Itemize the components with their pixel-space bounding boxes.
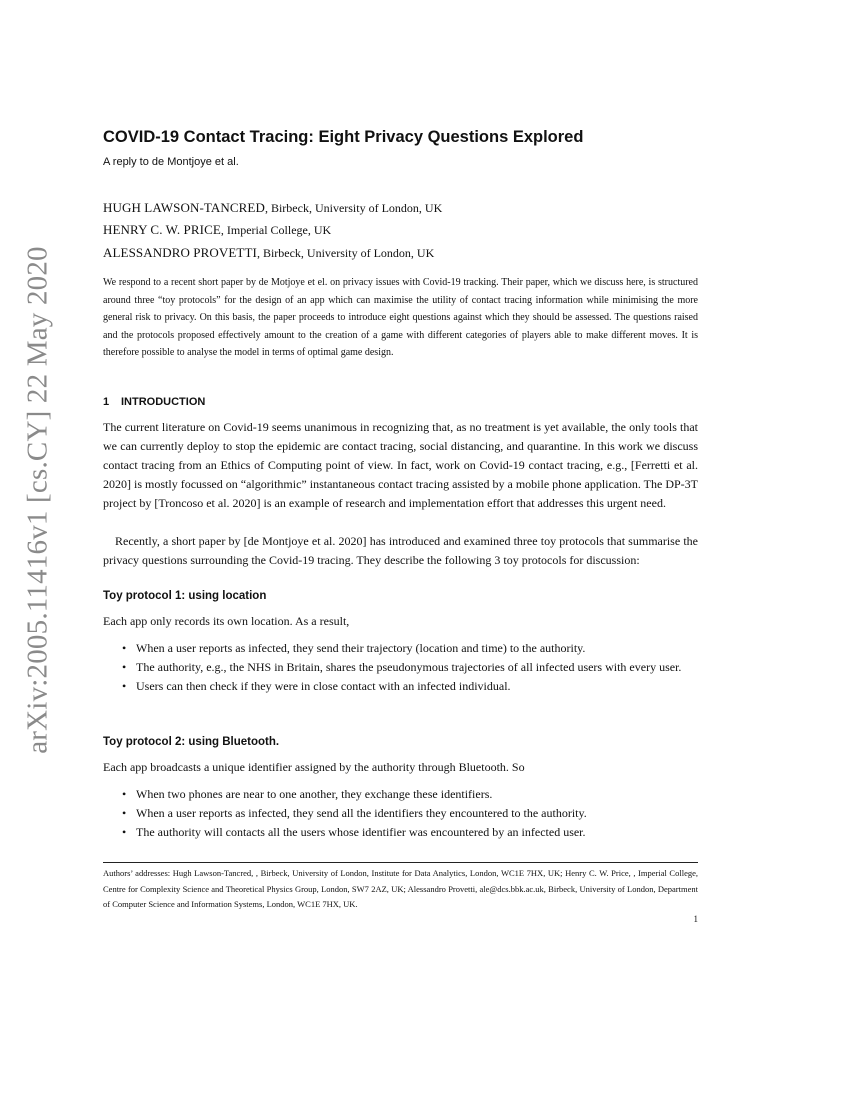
bullet-icon: • xyxy=(122,787,127,801)
paper-subtitle: A reply to de Montjoye et al. xyxy=(103,156,239,168)
list-item-text: The authority, e.g., the NHS in Britain, shares the pseudonymous trajectories of all infected users with every user. xyxy=(136,660,682,674)
list-item xyxy=(103,804,698,823)
author-affiliation: , Birbeck, University of London, UK xyxy=(264,201,443,215)
abstract: We respond to a recent short paper by de Motjoye et el. on privacy issues with Covid-19 tracking. Their paper, which we discuss here, is structured around three “toy protocols” for the design of an app which can maximise the utility of contact tracing information while minimising the more general risk to privacy. On this basis, the paper proceeds to introduce eight questions against which they should be assessed. The questions raised and the protocols proposed effectively amount to the creation of a game with different categories of players able to make different moves. It is therefore possible to analyse the model in terms of optimal game design. xyxy=(103,277,698,358)
bullet-icon: • xyxy=(122,660,127,674)
intro-paragraph: The current literature on Covid-19 seems unanimous in recognizing that, as no treatment is yet available, the only tools that we can currently deploy to stop the epidemic are contact tracing, social distancing, and quarantine. In this work we discuss contact tracing from an Ethics of Computing point of view. In fact, work on Covid-19 contact tracing, e.g., [Ferretti et al. 2020] is mostly focussed on “algorithmic” instantaneous contact tracing assisted by a mobile phone application. The DP-3T project by [Troncoso et al. 2020] is an example of research and implementation effort that addresses this urgent need. xyxy=(103,420,698,510)
section-title: INTRODUCTION xyxy=(121,396,206,408)
list-item-text: When two phones are near to one another, they exchange these identifiers. xyxy=(136,787,493,801)
list-item xyxy=(103,823,698,842)
list-item-text: Users can then check if they were in close contact with an infected individual. xyxy=(136,679,511,693)
bullet-icon: • xyxy=(122,641,127,655)
arxiv-identifier-stamp: arXiv:2005.11416v1 [cs.CY] 22 May 2020 xyxy=(21,246,54,754)
footnote-divider xyxy=(103,862,698,863)
list-item-text: When a user reports as infected, they send all the identifiers they encountered to the authority. xyxy=(136,806,587,820)
authors-addresses-footnote: Authors’ addresses: Hugh Lawson-Tancred, , Birbeck, University of London, Institute for Data Analytics, London, WC1E 7HX, UK; Henry C. W. Price, , Imperial College, Centre for Complexity Science and Theoretical Physics Group, London, SW7 2AZ, UK; Alessandro Provetti, ale@dcs.bbk.ac.uk, Birbeck, University of London, Department of Computer Science and Information Systems, London, WC1E 7HX, UK. xyxy=(103,868,698,909)
section-number: 1 xyxy=(103,396,110,408)
intro-paragraph: Recently, a short paper by [de Montjoye et al. 2020] has introduced and examined three toy protocols that summarise the privacy questions surrounding the Covid-19 tracing. They describe the following 3 toy protocols for discussion: xyxy=(103,534,698,567)
author-name: HENRY C. W. PRICE xyxy=(103,222,221,237)
toy-protocol-2-list xyxy=(103,785,698,842)
toy-protocol-2-intro: Each app broadcasts a unique identifier assigned by the authority through Bluetooth. So xyxy=(103,760,525,774)
list-item xyxy=(103,677,698,696)
author-line xyxy=(103,245,434,261)
toy-protocol-2-heading: Toy protocol 2: using Bluetooth. xyxy=(103,736,280,748)
toy-protocol-1-heading: Toy protocol 1: using location xyxy=(103,590,267,602)
paper-title: COVID-19 Contact Tracing: Eight Privacy Questions Explored xyxy=(103,128,584,146)
list-item xyxy=(103,785,698,804)
list-item-text: The authority will contacts all the users whose identifier was encountered by an infected user. xyxy=(136,825,586,839)
bullet-icon: • xyxy=(122,679,127,693)
bullet-icon: • xyxy=(122,806,127,820)
author-affiliation: , Birbeck, University of London, UK xyxy=(256,246,435,260)
list-item-text: When a user reports as infected, they send their trajectory (location and time) to the authority. xyxy=(136,641,586,655)
author-line xyxy=(103,222,331,238)
page-number: 1 xyxy=(693,914,698,924)
toy-protocol-1-list xyxy=(103,639,698,696)
section-heading-introduction xyxy=(103,396,205,408)
list-item xyxy=(103,639,698,658)
toy-protocol-1-intro: Each app only records its own location. As a result, xyxy=(103,614,350,628)
bullet-icon: • xyxy=(122,825,127,839)
author-name: HUGH LAWSON-TANCRED xyxy=(103,200,265,215)
author-line xyxy=(103,200,442,216)
list-item xyxy=(103,658,698,677)
author-name: ALESSANDRO PROVETTI xyxy=(103,245,257,260)
author-affiliation: , Imperial College, UK xyxy=(220,223,332,237)
